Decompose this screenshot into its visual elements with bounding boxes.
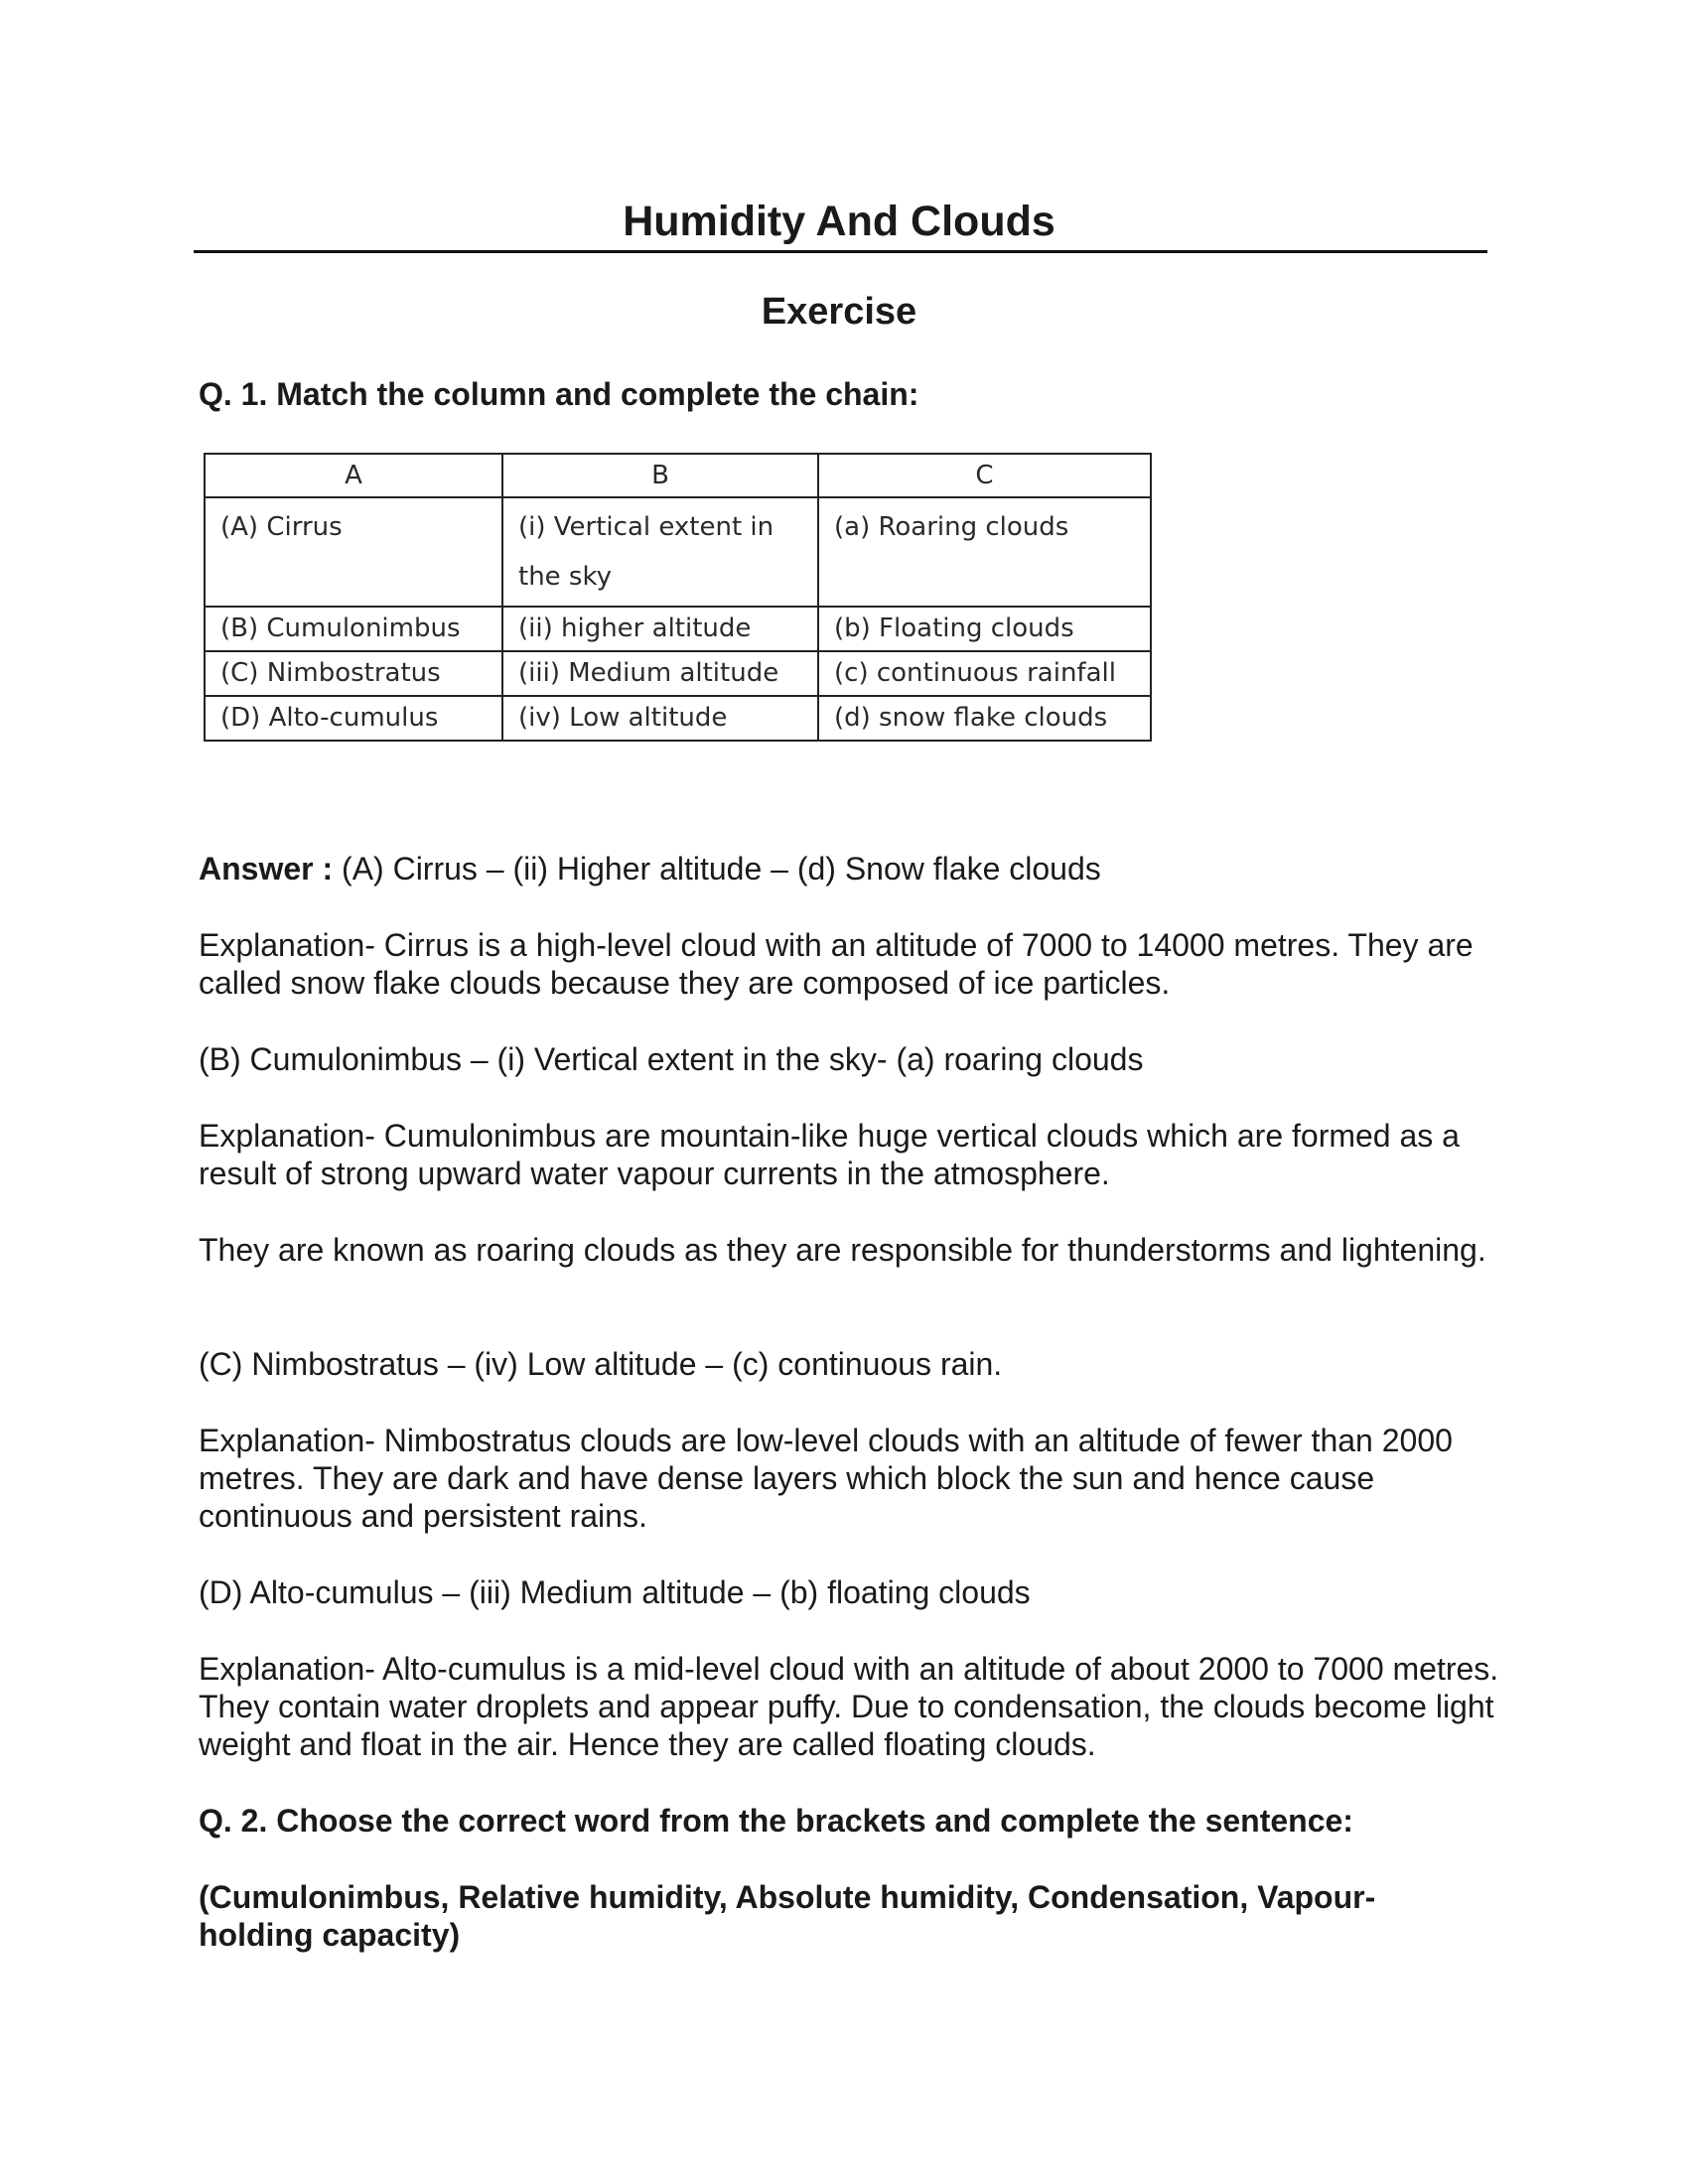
match-table: [204, 453, 1152, 742]
table-header-row: [205, 454, 1151, 497]
section-title: Exercise: [761, 291, 917, 333]
answer-text: (A) Cirrus – (ii) Higher altitude – (d) Snow flake clouds: [333, 851, 1101, 887]
answer-paragraph: (B) Cumulonimbus – (i) Vertical extent in the sky- (a) roaring clouds: [199, 1041, 1144, 1077]
table-row: [205, 607, 1151, 651]
explanation-paragraph: Explanation- Alto-cumulus is a mid-level cloud with an altitude of about 2000 to 7000 metres. They contain water droplets and appear puffy. Due to condensation, the clouds become light weight and float in the air. Hence they are called floating clouds.: [199, 1651, 1499, 1762]
table-cell: (c) continuous rainfall: [818, 651, 1151, 696]
answer-line: [199, 850, 1509, 887]
table-cell: (B) Cumulonimbus: [205, 607, 502, 651]
table-cell: (d) snow flake clouds: [818, 696, 1151, 741]
table-row: [205, 651, 1151, 696]
question-2-heading: Q. 2. Choose the correct word from the brackets and complete the sentence:: [199, 1803, 1353, 1839]
table-cell: (a) Roaring clouds: [818, 497, 1151, 607]
table-row: [205, 497, 1151, 607]
explanation-paragraph: Explanation- Nimbostratus clouds are low-level clouds with an altitude of fewer than 2000 metres. They are dark and have dense layers which block the sun and hence cause continuous and persistent rains.: [199, 1423, 1453, 1534]
explanation-paragraph: Explanation- Cirrus is a high-level cloud with an altitude of 7000 to 14000 metres. They are called snow flake clouds because they are composed of ice particles.: [199, 927, 1474, 1001]
table-cell: (i) Vertical extent in the sky: [502, 497, 818, 607]
table-cell: (C) Nimbostratus: [205, 651, 502, 696]
page-title: Humidity And Clouds: [623, 198, 1055, 245]
table-cell: (A) Cirrus: [205, 497, 502, 607]
explanation-paragraph: They are known as roaring clouds as they are responsible for thunderstorms and lightening.: [199, 1232, 1486, 1268]
column-header-c: C: [818, 454, 1151, 497]
table-cell: (iv) Low altitude: [502, 696, 818, 741]
table-row: [205, 696, 1151, 741]
title-underline: [194, 250, 1487, 253]
table-cell: (D) Alto-cumulus: [205, 696, 502, 741]
question-1-heading: Q. 1. Match the column and complete the chain:: [199, 376, 919, 412]
answer-label: Answer :: [199, 851, 334, 887]
word-options: (Cumulonimbus, Relative humidity, Absolute humidity, Condensation, Vapour-holding capacity): [199, 1879, 1376, 1953]
explanation-paragraph: Explanation- Cumulonimbus are mountain-like huge vertical clouds which are formed as a result of strong upward water vapour currents in the atmosphere.: [199, 1118, 1460, 1191]
answer-paragraph: (D) Alto-cumulus – (iii) Medium altitude – (b) floating clouds: [199, 1574, 1031, 1610]
table-cell: (iii) Medium altitude: [502, 651, 818, 696]
table-cell: (ii) higher altitude: [502, 607, 818, 651]
column-header-a: A: [205, 454, 502, 497]
column-header-b: B: [502, 454, 818, 497]
answer-paragraph: (C) Nimbostratus – (iv) Low altitude – (c) continuous rain.: [199, 1346, 1003, 1382]
table-cell: (b) Floating clouds: [818, 607, 1151, 651]
